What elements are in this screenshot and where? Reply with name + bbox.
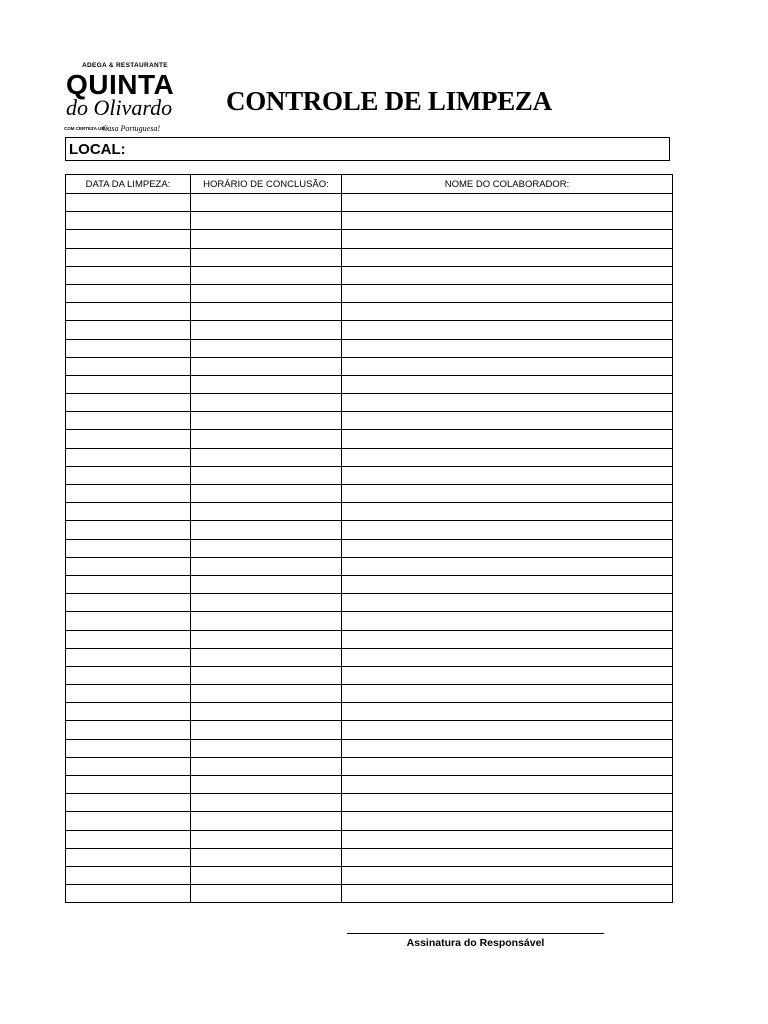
cell-employee[interactable]: [342, 448, 673, 466]
cell-employee[interactable]: [342, 648, 673, 666]
cell-employee[interactable]: [342, 248, 673, 266]
cell-date[interactable]: [66, 375, 191, 393]
cell-date[interactable]: [66, 594, 191, 612]
cell-date[interactable]: [66, 266, 191, 284]
cell-time[interactable]: [191, 885, 342, 903]
cell-time[interactable]: [191, 794, 342, 812]
cell-time[interactable]: [191, 648, 342, 666]
cell-date[interactable]: [66, 230, 191, 248]
cell-date[interactable]: [66, 448, 191, 466]
cell-date[interactable]: [66, 521, 191, 539]
cell-date[interactable]: [66, 485, 191, 503]
logo-motto-script: Casa Portuguesa!: [102, 124, 160, 133]
cell-time[interactable]: [191, 394, 342, 412]
cell-employee[interactable]: [342, 685, 673, 703]
cell-employee[interactable]: [342, 284, 673, 302]
cell-employee[interactable]: [342, 194, 673, 212]
cell-employee[interactable]: [342, 303, 673, 321]
table-row: [66, 339, 673, 357]
cell-employee[interactable]: [342, 776, 673, 794]
table-row: [66, 212, 673, 230]
cell-date[interactable]: [66, 357, 191, 375]
cell-time[interactable]: [191, 612, 342, 630]
table-row: [66, 885, 673, 903]
table-row: [66, 303, 673, 321]
cell-time[interactable]: [191, 339, 342, 357]
cell-time[interactable]: [191, 594, 342, 612]
table-row: [66, 648, 673, 666]
cell-employee[interactable]: [342, 521, 673, 539]
cell-time[interactable]: [191, 575, 342, 593]
table-row: [66, 721, 673, 739]
cell-employee[interactable]: [342, 266, 673, 284]
cell-time[interactable]: [191, 776, 342, 794]
cell-time[interactable]: [191, 485, 342, 503]
cell-date[interactable]: [66, 394, 191, 412]
cell-time[interactable]: [191, 703, 342, 721]
cell-date[interactable]: [66, 503, 191, 521]
cell-date[interactable]: [66, 339, 191, 357]
cell-date[interactable]: [66, 812, 191, 830]
table-row: [66, 503, 673, 521]
cell-employee[interactable]: [342, 466, 673, 484]
table-row: [66, 557, 673, 575]
cell-time[interactable]: [191, 303, 342, 321]
cell-employee[interactable]: [342, 794, 673, 812]
cell-employee[interactable]: [342, 430, 673, 448]
table-row: [66, 594, 673, 612]
cell-time[interactable]: [191, 248, 342, 266]
cell-date[interactable]: [66, 739, 191, 757]
table-row: [66, 430, 673, 448]
cell-employee[interactable]: [342, 757, 673, 775]
cell-employee[interactable]: [342, 230, 673, 248]
cell-date[interactable]: [66, 648, 191, 666]
cell-time[interactable]: [191, 266, 342, 284]
cell-date[interactable]: [66, 557, 191, 575]
cell-employee[interactable]: [342, 575, 673, 593]
cell-time[interactable]: [191, 539, 342, 557]
local-field[interactable]: [65, 137, 670, 161]
cell-time[interactable]: [191, 212, 342, 230]
cell-date[interactable]: [66, 721, 191, 739]
cell-date[interactable]: [66, 412, 191, 430]
table-row: [66, 412, 673, 430]
cell-employee[interactable]: [342, 321, 673, 339]
cell-time[interactable]: [191, 448, 342, 466]
table-row: [66, 357, 673, 375]
cell-time[interactable]: [191, 812, 342, 830]
cell-date[interactable]: [66, 703, 191, 721]
cell-employee[interactable]: [342, 557, 673, 575]
cell-date[interactable]: [66, 630, 191, 648]
cell-employee[interactable]: [342, 848, 673, 866]
cell-date[interactable]: [66, 848, 191, 866]
table-row: [66, 685, 673, 703]
cell-time[interactable]: [191, 321, 342, 339]
restaurant-logo: [64, 62, 212, 138]
cell-employee[interactable]: [342, 666, 673, 684]
table-row: [66, 248, 673, 266]
cell-time[interactable]: [191, 503, 342, 521]
page-title: CONTROLE DE LIMPEZA: [226, 86, 552, 116]
table-row: [66, 848, 673, 866]
cell-time[interactable]: [191, 666, 342, 684]
table-row: [66, 448, 673, 466]
cell-employee[interactable]: [342, 866, 673, 884]
cell-date[interactable]: [66, 575, 191, 593]
cell-date[interactable]: [66, 757, 191, 775]
logo-name: QUINTA: [66, 69, 175, 100]
cell-employee[interactable]: [342, 485, 673, 503]
cell-date[interactable]: [66, 885, 191, 903]
cell-date[interactable]: [66, 430, 191, 448]
cell-time[interactable]: [191, 757, 342, 775]
table-row: [66, 539, 673, 557]
cleaning-log-table: [65, 174, 673, 903]
cell-time[interactable]: [191, 521, 342, 539]
cell-date[interactable]: [66, 830, 191, 848]
cell-employee[interactable]: [342, 721, 673, 739]
table-row: [66, 757, 673, 775]
cell-date[interactable]: [66, 466, 191, 484]
cell-employee[interactable]: [342, 212, 673, 230]
cell-date[interactable]: [66, 685, 191, 703]
header-time: HORÁRIO DE CONCLUSÃO:: [191, 175, 342, 194]
cell-time[interactable]: [191, 685, 342, 703]
cell-employee[interactable]: [342, 339, 673, 357]
cell-date[interactable]: [66, 284, 191, 302]
cell-date[interactable]: [66, 666, 191, 684]
table-header-row: [66, 175, 673, 194]
cell-time[interactable]: [191, 630, 342, 648]
cell-date[interactable]: [66, 303, 191, 321]
cell-time[interactable]: [191, 375, 342, 393]
cell-date[interactable]: [66, 194, 191, 212]
cell-date[interactable]: [66, 539, 191, 557]
logo-script: do Olivardo: [66, 95, 173, 120]
table-row: [66, 375, 673, 393]
cell-employee[interactable]: [342, 394, 673, 412]
cell-time[interactable]: [191, 721, 342, 739]
table-row: [66, 321, 673, 339]
cell-time[interactable]: [191, 866, 342, 884]
table-row: [66, 666, 673, 684]
table-row: [66, 830, 673, 848]
table-row: [66, 466, 673, 484]
table-row: [66, 521, 673, 539]
cell-employee[interactable]: [342, 412, 673, 430]
cell-time[interactable]: [191, 830, 342, 848]
logo-motto-prefix: COM CERTEZA UMA: [64, 126, 109, 131]
table-row: [66, 630, 673, 648]
table-row: [66, 194, 673, 212]
cell-time[interactable]: [191, 466, 342, 484]
cell-employee[interactable]: [342, 703, 673, 721]
cell-time[interactable]: [191, 412, 342, 430]
cell-employee[interactable]: [342, 594, 673, 612]
logo-tagline: ADEGA & RESTAURANTE: [82, 62, 168, 69]
table-row: [66, 575, 673, 593]
cell-date[interactable]: [66, 248, 191, 266]
cell-employee[interactable]: [342, 739, 673, 757]
cell-time[interactable]: [191, 284, 342, 302]
table-row: [66, 284, 673, 302]
table-row: [66, 739, 673, 757]
table-row: [66, 394, 673, 412]
cell-time[interactable]: [191, 739, 342, 757]
cell-employee[interactable]: [342, 630, 673, 648]
cell-time[interactable]: [191, 230, 342, 248]
cell-date[interactable]: [66, 866, 191, 884]
cell-time[interactable]: [191, 848, 342, 866]
cell-employee[interactable]: [342, 812, 673, 830]
table-row: [66, 266, 673, 284]
table-row: [66, 776, 673, 794]
cell-employee[interactable]: [342, 357, 673, 375]
header-employee: NOME DO COLABORADOR:: [342, 175, 673, 194]
cell-employee[interactable]: [342, 539, 673, 557]
table-row: [66, 794, 673, 812]
cell-employee[interactable]: [342, 612, 673, 630]
cell-date[interactable]: [66, 212, 191, 230]
table-row: [66, 612, 673, 630]
cell-date[interactable]: [66, 776, 191, 794]
table-row: [66, 812, 673, 830]
table-row: [66, 230, 673, 248]
table-row: [66, 866, 673, 884]
cell-time[interactable]: [191, 430, 342, 448]
cell-time[interactable]: [191, 557, 342, 575]
table-row: [66, 485, 673, 503]
cell-employee[interactable]: [342, 885, 673, 903]
cell-time[interactable]: [191, 194, 342, 212]
signature-line: [347, 933, 604, 934]
cell-date[interactable]: [66, 612, 191, 630]
cell-time[interactable]: [191, 357, 342, 375]
cell-date[interactable]: [66, 321, 191, 339]
cell-employee[interactable]: [342, 375, 673, 393]
signature-label: Assinatura do Responsável: [406, 937, 545, 949]
local-label: LOCAL:: [69, 141, 126, 158]
header-date: DATA DA LIMPEZA:: [66, 175, 191, 194]
table-row: [66, 703, 673, 721]
cell-employee[interactable]: [342, 503, 673, 521]
cell-employee[interactable]: [342, 830, 673, 848]
cell-date[interactable]: [66, 794, 191, 812]
